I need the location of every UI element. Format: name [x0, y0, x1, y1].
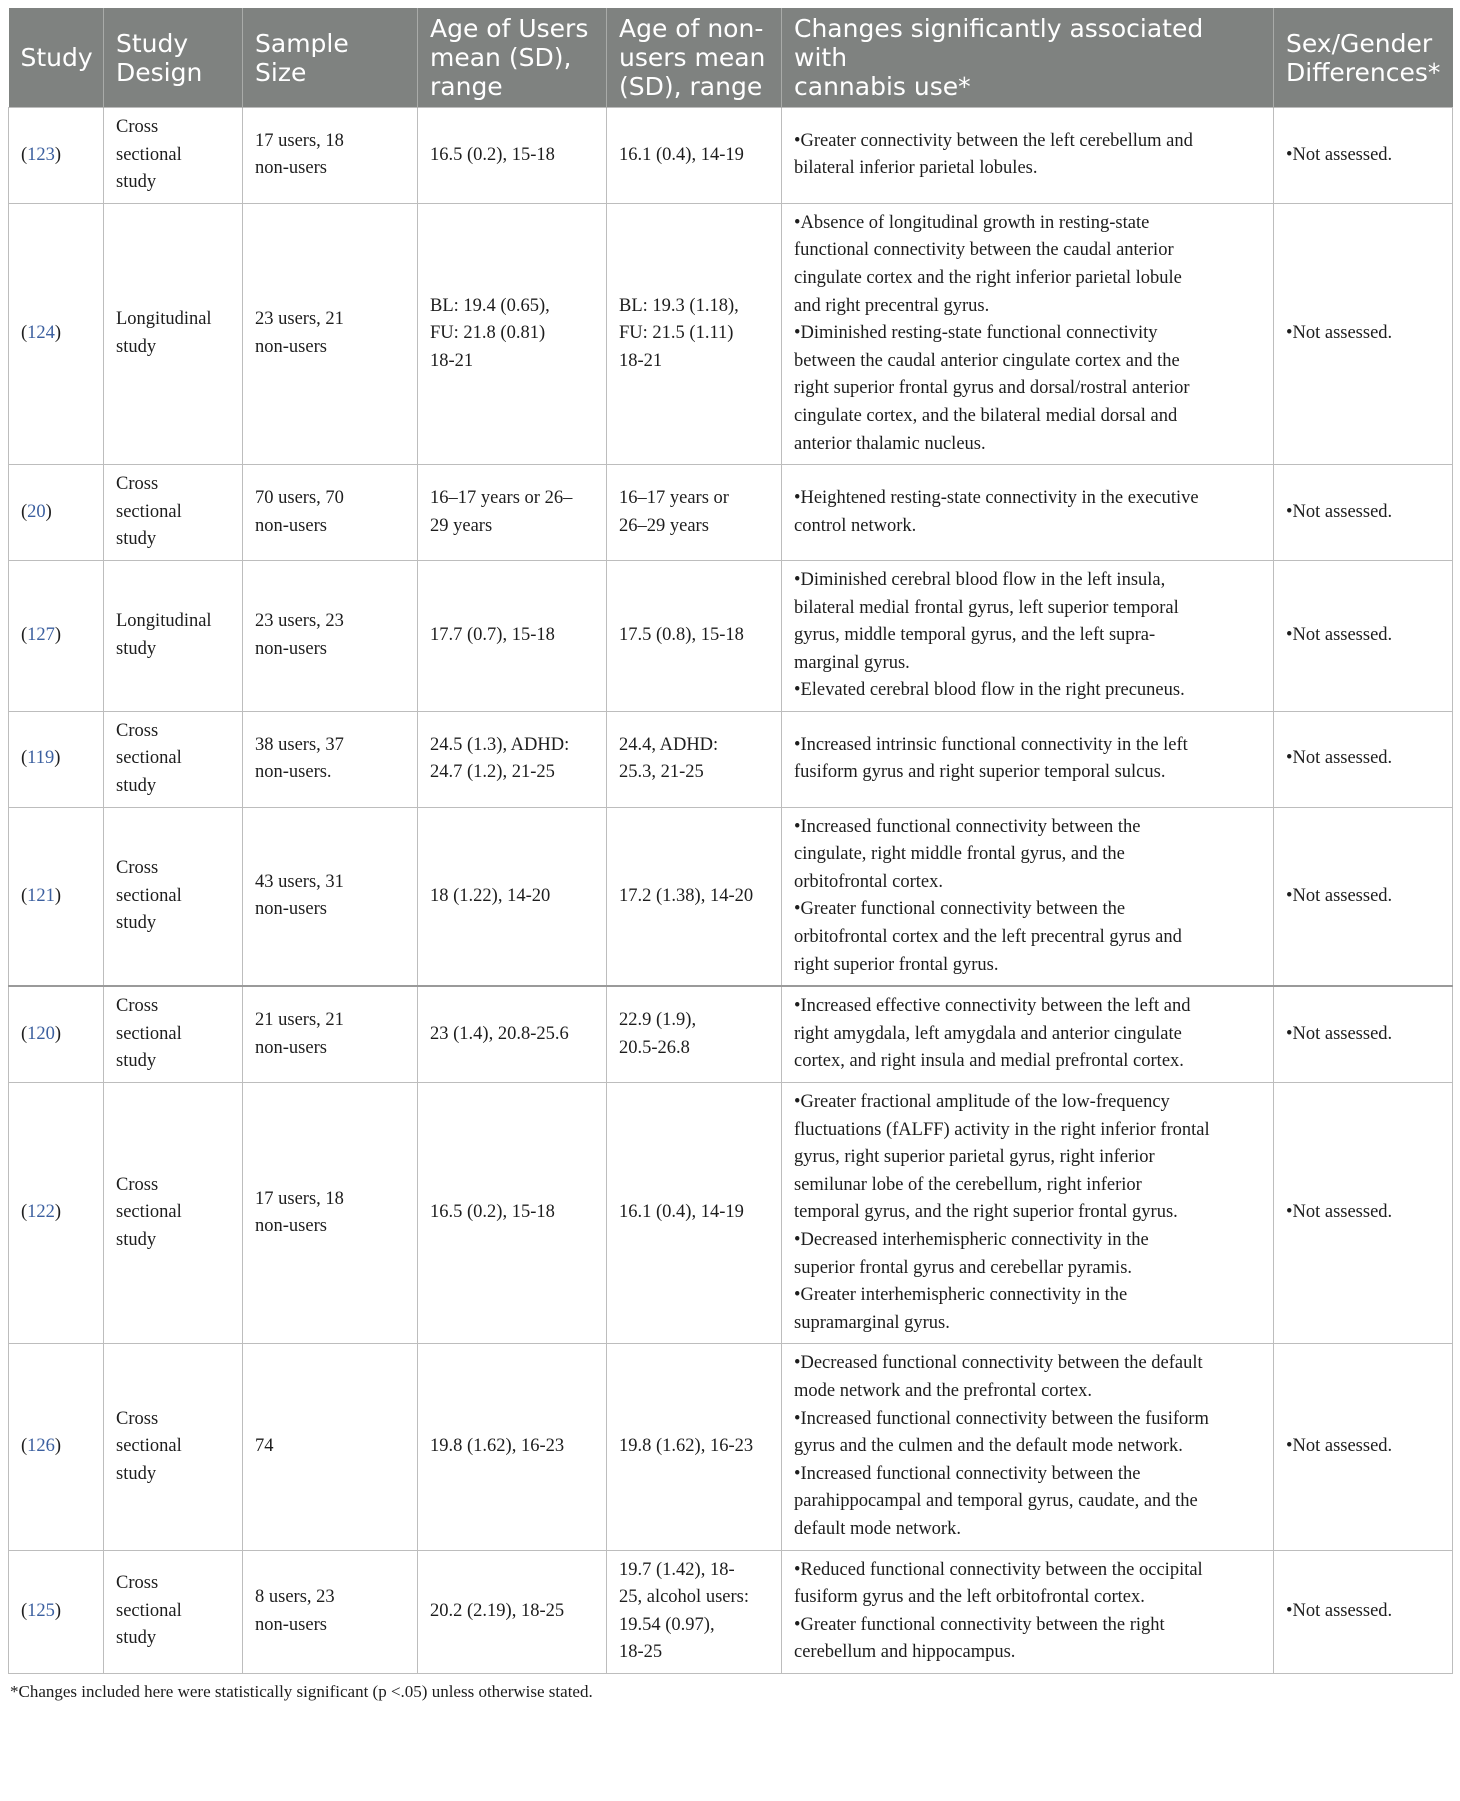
sex-gender-cell: •Not assessed.	[1274, 711, 1453, 807]
age-nonusers-cell-line: 16.1 (0.4), 14-19	[619, 1202, 744, 1223]
sample-size-cell-line: 43 users, 31	[255, 871, 344, 892]
study-ref-cell: (123)	[9, 108, 104, 204]
age-users-cell	[418, 108, 607, 204]
changes-cell-line: •Diminished cerebral blood flow in the left insula,	[794, 569, 1166, 590]
study-design-cell-line: sectional	[116, 1023, 182, 1044]
age-users-cell-line: 20.2 (2.19), 18-25	[430, 1600, 565, 1621]
sample-size-cell-line: 23 users, 23	[255, 611, 344, 632]
study-ref-link[interactable]: 125	[27, 1600, 55, 1621]
changes-cell-line: •Heightened resting-state connectivity in the executive	[794, 487, 1199, 508]
changes-cell-line: cortex, and right insula and medial prefrontal cortex.	[794, 1051, 1184, 1072]
sample-size-cell-line: 74	[255, 1436, 274, 1457]
age-nonusers-cell-line: 22.9 (1.9),	[619, 1010, 697, 1031]
age-nonusers-cell-line: 17.5 (0.8), 15-18	[619, 625, 744, 646]
header-line: Age of non-	[619, 14, 764, 43]
changes-cell-line: fluctuations (fALFF) activity in the right inferior frontal	[794, 1119, 1210, 1140]
age-users-cell	[418, 203, 607, 464]
header-age-users	[418, 8, 607, 108]
sample-size-cell	[243, 203, 418, 464]
changes-cell-line: •Greater connectivity between the left cerebellum and	[794, 130, 1193, 151]
header-line: Study	[116, 28, 189, 58]
header-line: Differences*	[1286, 57, 1441, 87]
sample-size-cell-line: 23 users, 21	[255, 309, 344, 330]
age-users-cell	[418, 1550, 607, 1673]
study-design-cell-line: sectional	[116, 885, 182, 906]
study-ref-cell: (124)	[9, 203, 104, 464]
sex-gender-cell: •Not assessed.	[1274, 108, 1453, 204]
table-container	[8, 8, 1452, 1702]
study-ref-cell: (120)	[9, 986, 104, 1082]
header-line: Design	[116, 57, 203, 87]
table-row	[9, 465, 1453, 561]
changes-cell-line: and right precentral gyrus.	[794, 295, 990, 316]
changes-cell-line: gyrus, right superior parietal gyrus, right inferior	[794, 1147, 1155, 1168]
study-design-cell	[104, 108, 243, 204]
sample-size-cell	[243, 1344, 418, 1550]
header-line: Sample Size	[255, 28, 349, 87]
sample-size-cell-line: non-users	[255, 899, 327, 920]
sample-size-cell-line: 17 users, 18	[255, 1188, 344, 1209]
sex-gender-cell: •Not assessed.	[1274, 1550, 1453, 1673]
table-row	[9, 108, 1453, 204]
age-users-cell-line: FU: 21.8 (0.81)	[430, 323, 546, 344]
sample-size-cell	[243, 1083, 418, 1344]
study-design-cell-line: sectional	[116, 1202, 182, 1223]
study-design-cell-line: Cross	[116, 474, 159, 495]
study-design-cell-line: Cross	[116, 996, 159, 1017]
study-design-cell-line: Longitudinal	[116, 309, 212, 330]
study-design-cell-line: Cross	[116, 1408, 159, 1429]
changes-cell-line: temporal gyrus, and the right superior frontal gyrus.	[794, 1202, 1178, 1223]
changes-cell-line: supramarginal gyrus.	[794, 1312, 950, 1333]
age-nonusers-cell-line: 25, alcohol users:	[619, 1587, 749, 1608]
changes-cell-line: cingulate cortex, and the bilateral medial dorsal and	[794, 405, 1178, 426]
study-ref-link[interactable]: 120	[27, 1023, 55, 1044]
table-row	[9, 1083, 1453, 1344]
header-line: Age of Users	[430, 14, 589, 43]
changes-cell-line: •Increased functional connectivity between the	[794, 1463, 1141, 1484]
changes-cell-line: marginal gyrus.	[794, 652, 910, 673]
header-line: range	[430, 72, 503, 101]
study-design-cell-line: study	[116, 1628, 157, 1649]
age-nonusers-cell	[607, 560, 782, 711]
age-nonusers-cell	[607, 108, 782, 204]
age-nonusers-cell-line: 16.1 (0.4), 14-19	[619, 144, 744, 165]
changes-cell-line: •Greater fractional amplitude of the low-frequency	[794, 1092, 1170, 1112]
header-line: cannabis use*	[794, 72, 971, 101]
sample-size-cell-line: non-users	[255, 638, 327, 659]
age-nonusers-cell-line: 19.7 (1.42), 18-	[619, 1559, 735, 1580]
sex-gender-cell: •Not assessed.	[1274, 986, 1453, 1082]
study-design-cell-line: sectional	[116, 1436, 182, 1457]
sex-gender-cell: •Not assessed.	[1274, 560, 1453, 711]
header-changes	[782, 8, 1274, 108]
changes-cell	[782, 711, 1274, 807]
sample-size-cell	[243, 1550, 418, 1673]
age-nonusers-cell	[607, 203, 782, 464]
study-ref-link[interactable]: 127	[27, 625, 55, 646]
changes-cell-line: •Elevated cerebral blood flow in the right precuneus.	[794, 680, 1185, 701]
changes-cell-line: bilateral inferior parietal lobules.	[794, 158, 1038, 179]
sample-size-cell-line: non-users	[255, 336, 327, 357]
age-users-cell	[418, 1083, 607, 1344]
changes-cell-line: •Increased effective connectivity between the left and	[794, 996, 1191, 1017]
age-nonusers-cell	[607, 986, 782, 1082]
header-line: (SD), range	[619, 72, 763, 101]
study-table	[8, 8, 1453, 1674]
age-nonusers-cell-line: FU: 21.5 (1.11)	[619, 323, 734, 344]
changes-cell-line: control network.	[794, 515, 917, 536]
age-users-cell-line: 17.7 (0.7), 15-18	[430, 625, 555, 646]
study-ref-link[interactable]: 119	[27, 748, 55, 769]
study-design-cell-line: sectional	[116, 144, 182, 165]
sample-size-cell	[243, 465, 418, 561]
age-users-cell-line: 18 (1.22), 14-20	[430, 885, 551, 906]
age-nonusers-cell	[607, 711, 782, 807]
table-row	[9, 807, 1453, 986]
changes-cell-line: semilunar lobe of the cerebellum, right inferior	[794, 1174, 1142, 1195]
age-nonusers-cell-line: 25.3, 21-25	[619, 762, 704, 783]
changes-cell-line: mode network and the prefrontal cortex.	[794, 1380, 1092, 1401]
age-nonusers-cell	[607, 1550, 782, 1673]
changes-cell-line: •Increased functional connectivity between the fusiform	[794, 1408, 1209, 1429]
sex-gender-cell: •Not assessed.	[1274, 1344, 1453, 1550]
age-users-cell	[418, 560, 607, 711]
changes-cell-line: anterior thalamic nucleus.	[794, 433, 986, 454]
changes-cell-line: •Greater functional connectivity between the	[794, 899, 1126, 920]
age-nonusers-cell-line: 26–29 years	[619, 515, 709, 536]
changes-cell	[782, 108, 1274, 204]
age-nonusers-cell-line: BL: 19.3 (1.18),	[619, 295, 739, 316]
study-design-cell-line: study	[116, 776, 157, 797]
study-design-cell-line: study	[116, 1229, 157, 1250]
age-users-cell	[418, 807, 607, 986]
sample-size-cell-line: 21 users, 21	[255, 1010, 344, 1031]
age-nonusers-cell-line: 24.4, ADHD:	[619, 734, 719, 755]
age-users-cell-line: 19.8 (1.62), 16-23	[430, 1436, 565, 1457]
table-row	[9, 560, 1453, 711]
header-sample-size	[243, 8, 418, 108]
sex-gender-cell: •Not assessed.	[1274, 807, 1453, 986]
sample-size-cell	[243, 711, 418, 807]
study-ref-cell: (127)	[9, 560, 104, 711]
changes-cell-line: right superior frontal gyrus and dorsal/rostral anterior	[794, 378, 1190, 399]
changes-cell-line: orbitofrontal cortex and the left precentral gyrus and	[794, 927, 1182, 948]
changes-cell-line: between the caudal anterior cingulate cortex and the	[794, 350, 1180, 371]
changes-cell-line: right superior frontal gyrus.	[794, 954, 999, 975]
header-study	[9, 8, 104, 108]
study-design-cell-line: Cross	[116, 1174, 159, 1195]
age-users-cell-line: 29 years	[430, 515, 493, 536]
study-design-cell	[104, 465, 243, 561]
sample-size-cell-line: non-users	[255, 1614, 327, 1635]
study-design-cell-line: study	[116, 638, 157, 659]
changes-cell-line: •Reduced functional connectivity between the occipital	[794, 1559, 1203, 1580]
footnote: *Changes included here were statistically significant (p <.05) unless otherwise stated.	[10, 1681, 593, 1701]
study-ref-cell: (121)	[9, 807, 104, 986]
changes-cell-line: cingulate, right middle frontal gyrus, and the	[794, 844, 1125, 865]
study-design-cell	[104, 807, 243, 986]
sample-size-cell	[243, 108, 418, 204]
sample-size-cell-line: non-users.	[255, 762, 332, 783]
changes-cell-line: cingulate cortex and the right inferior parietal lobule	[794, 267, 1182, 288]
study-design-cell-line: sectional	[116, 748, 182, 769]
study-ref-cell: (126)	[9, 1344, 104, 1550]
study-design-cell-line: Longitudinal	[116, 611, 212, 632]
study-ref-link[interactable]: 20	[27, 501, 46, 522]
header-age-nonusers	[607, 8, 782, 108]
changes-cell	[782, 203, 1274, 464]
study-design-cell	[104, 986, 243, 1082]
header-line: Changes significantly associated with	[794, 14, 1204, 72]
sample-size-cell	[243, 807, 418, 986]
age-users-cell-line: 16.5 (0.2), 15-18	[430, 1202, 555, 1223]
changes-cell	[782, 465, 1274, 561]
age-users-cell-line: BL: 19.4 (0.65),	[430, 295, 550, 316]
changes-cell	[782, 986, 1274, 1082]
study-ref-link[interactable]: 124	[27, 323, 55, 344]
sample-size-cell-line: 17 users, 18	[255, 130, 344, 151]
study-ref-cell: (122)	[9, 1083, 104, 1344]
age-nonusers-cell	[607, 465, 782, 561]
age-nonusers-cell	[607, 807, 782, 986]
study-design-cell-line: Cross	[116, 858, 159, 879]
age-users-cell	[418, 1344, 607, 1550]
study-design-cell-line: study	[116, 172, 157, 193]
study-design-cell-line: Cross	[116, 720, 159, 741]
age-users-cell	[418, 986, 607, 1082]
age-nonusers-cell-line: 16–17 years or	[619, 487, 729, 508]
age-users-cell-line: 24.5 (1.3), ADHD:	[430, 734, 570, 755]
age-users-cell-line: 16–17 years or 26–	[430, 487, 573, 508]
header-line: mean (SD),	[430, 43, 572, 72]
study-ref-link[interactable]: 122	[27, 1202, 55, 1223]
age-users-cell-line: 23 (1.4), 20.8-25.6	[430, 1023, 569, 1044]
study-design-cell-line: study	[116, 336, 157, 357]
study-ref-cell: (125)	[9, 1550, 104, 1673]
table-row	[9, 203, 1453, 464]
changes-cell-line: orbitofrontal cortex.	[794, 871, 943, 892]
header-row	[9, 8, 1453, 108]
changes-cell-line: •Absence of longitudinal growth in resting-state	[794, 212, 1150, 233]
changes-cell-line: default mode network.	[794, 1518, 961, 1539]
header-line: Study	[20, 43, 93, 72]
changes-cell	[782, 807, 1274, 986]
age-nonusers-cell-line: 18-21	[619, 350, 663, 371]
study-ref-link[interactable]: 121	[27, 885, 55, 906]
study-ref-cell: (20)	[9, 465, 104, 561]
header-study-design	[104, 8, 243, 108]
changes-cell	[782, 1550, 1274, 1673]
sample-size-cell-line: non-users	[255, 1216, 327, 1237]
study-design-cell-line: sectional	[116, 1600, 182, 1621]
table-body	[9, 108, 1453, 1674]
changes-cell-line: fusiform gyrus and right superior temporal sulcus.	[794, 762, 1166, 783]
study-design-cell-line: Cross	[116, 117, 159, 137]
changes-cell-line: •Greater interhemispheric connectivity in the	[794, 1285, 1128, 1306]
study-ref-cell: (119)	[9, 711, 104, 807]
changes-cell-line: parahippocampal and temporal gyrus, caudate, and the	[794, 1491, 1198, 1512]
age-users-cell-line: 16.5 (0.2), 15-18	[430, 144, 555, 165]
changes-cell-line: functional connectivity between the caudal anterior	[794, 240, 1174, 261]
study-design-cell-line: Cross	[116, 1573, 159, 1594]
age-nonusers-cell	[607, 1344, 782, 1550]
age-nonusers-cell-line: 19.8 (1.62), 16-23	[619, 1436, 754, 1457]
study-design-cell-line: study	[116, 1463, 157, 1484]
table-row	[9, 711, 1453, 807]
changes-cell-line: •Greater functional connectivity between the right	[794, 1614, 1165, 1635]
sex-gender-cell: •Not assessed.	[1274, 1083, 1453, 1344]
table-row	[9, 1550, 1453, 1673]
table-row	[9, 1344, 1453, 1550]
changes-cell-line: gyrus and the culmen and the default mode network.	[794, 1436, 1183, 1457]
age-nonusers-cell-line: 20.5-26.8	[619, 1037, 690, 1058]
age-users-cell	[418, 711, 607, 807]
sample-size-cell-line: non-users	[255, 158, 327, 179]
age-nonusers-cell-line: 19.54 (0.97),	[619, 1614, 715, 1635]
study-design-cell-line: study	[116, 913, 157, 934]
sample-size-cell	[243, 560, 418, 711]
study-ref-link[interactable]: 123	[27, 144, 55, 165]
sample-size-cell-line: non-users	[255, 1037, 327, 1058]
sex-gender-cell: •Not assessed.	[1274, 203, 1453, 464]
sample-size-cell-line: non-users	[255, 515, 327, 536]
changes-cell-line: superior frontal gyrus and cerebellar pyramis.	[794, 1257, 1133, 1278]
age-nonusers-cell-line: 18-25	[619, 1642, 663, 1663]
changes-cell-line: •Decreased functional connectivity between the default	[794, 1353, 1203, 1374]
changes-cell-line: bilateral medial frontal gyrus, left superior temporal	[794, 597, 1179, 618]
sample-size-cell	[243, 986, 418, 1082]
study-design-cell	[104, 203, 243, 464]
header-line: Sex/Gender	[1286, 28, 1433, 58]
study-design-cell-line: study	[116, 1051, 157, 1072]
study-design-cell	[104, 1083, 243, 1344]
sex-gender-cell: •Not assessed.	[1274, 465, 1453, 561]
changes-cell-line: •Increased intrinsic functional connectivity in the left	[794, 734, 1188, 755]
study-design-cell	[104, 560, 243, 711]
changes-cell-line: •Diminished resting-state functional connectivity	[794, 323, 1158, 344]
changes-cell	[782, 1083, 1274, 1344]
age-users-cell	[418, 465, 607, 561]
changes-cell-line: right amygdala, left amygdala and anterior cingulate	[794, 1023, 1182, 1044]
study-design-cell-line: sectional	[116, 501, 182, 522]
sample-size-cell-line: 8 users, 23	[255, 1587, 335, 1608]
table-row	[9, 986, 1453, 1082]
age-nonusers-cell	[607, 1083, 782, 1344]
sample-size-cell-line: 70 users, 70	[255, 487, 344, 508]
study-design-cell	[104, 1550, 243, 1673]
changes-cell-line: gyrus, middle temporal gyrus, and the left supra-	[794, 625, 1156, 646]
changes-cell-line: fusiform gyrus and the left orbitofrontal cortex.	[794, 1587, 1145, 1608]
age-users-cell-line: 24.7 (1.2), 21-25	[430, 762, 555, 783]
changes-cell-line: •Decreased interhemispheric connectivity in the	[794, 1229, 1149, 1250]
study-ref-link[interactable]: 126	[27, 1436, 55, 1457]
study-design-cell-line: study	[116, 529, 157, 550]
header-sex-gender	[1274, 8, 1453, 108]
age-users-cell-line: 18-21	[430, 350, 474, 371]
study-design-cell	[104, 1344, 243, 1550]
study-design-cell	[104, 711, 243, 807]
sample-size-cell-line: 38 users, 37	[255, 734, 344, 755]
changes-cell	[782, 1344, 1274, 1550]
changes-cell-line: cerebellum and hippocampus.	[794, 1642, 1016, 1663]
changes-cell-line: •Increased functional connectivity between the	[794, 816, 1141, 837]
header-line: users mean	[619, 43, 766, 72]
changes-cell	[782, 560, 1274, 711]
age-nonusers-cell-line: 17.2 (1.38), 14-20	[619, 885, 754, 906]
